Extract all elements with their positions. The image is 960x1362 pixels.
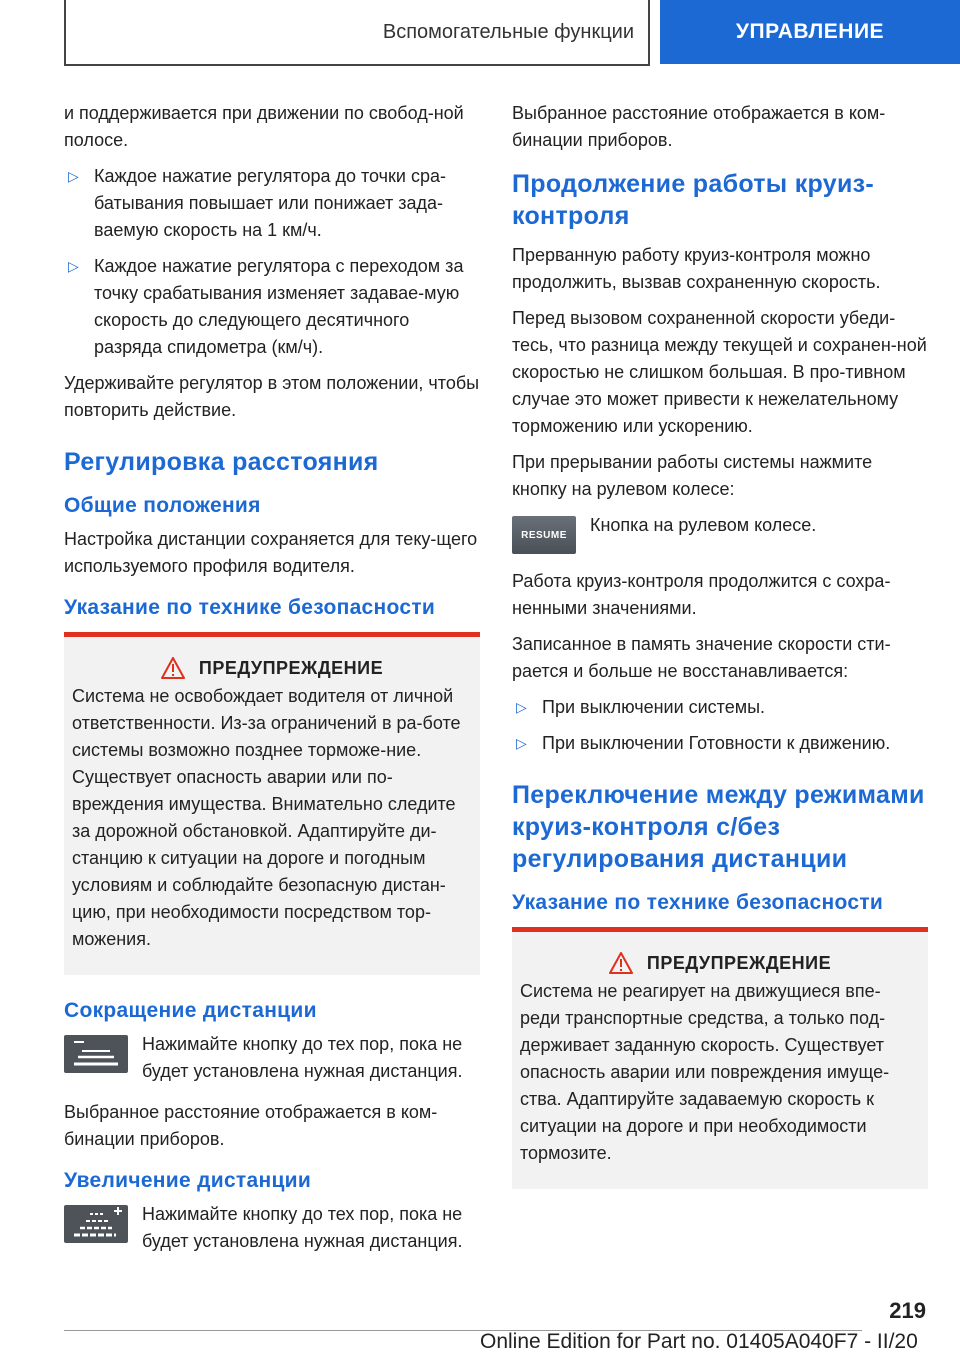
paragraph: Работа круиз-контроля продолжится с сохра-ненными значениями.: [512, 571, 891, 618]
paragraph: Выбранное расстояние отображается в ком-бинации приборов.: [512, 103, 886, 150]
footer-edition-text: Online Edition for Part no. 01405A040F7 - II/20: [480, 1330, 918, 1353]
distance-plus-button-icon: [64, 1205, 128, 1243]
warning-title-text: ПРЕДУПРЕЖДЕНИЕ: [198, 657, 384, 678]
paragraph: Настройка дистанции сохраняется для теку-щего используемого профиля водителя.: [64, 529, 478, 576]
bullet-triangle-icon: ▷: [68, 168, 79, 184]
warning-title: [520, 952, 920, 974]
bullet-triangle-icon: ▷: [516, 699, 527, 715]
list-item: [512, 694, 928, 721]
warning-title: [72, 657, 472, 679]
increase-distance-text: Нажимайте кнопку до тех пор, пока не будет установлена нужная дистанция.: [142, 1204, 463, 1251]
paragraph: Удерживайте регулятор в этом положении, чтобы повторить действие.: [64, 373, 480, 420]
header-section-title: Вспомогательные функции: [382, 20, 634, 43]
header-rule-right: [648, 0, 650, 66]
warning-triangle-icon: [609, 952, 633, 974]
list-item-text: Каждое нажатие регулятора до точки сра-батывания повышает или понижает зада-ваемую скорость на 1 км/ч.: [94, 166, 446, 240]
reduce-distance-text: Нажимайте кнопку до тех пор, пока не будет установлена нужная дистанция.: [142, 1034, 463, 1081]
paragraph: Перед вызовом сохраненной скорости убеди-тесь, что разница между текущей и сохранен-ной скоростью не слишком большая. В про-тивном случае это может привести к нежелательному торможению или ускорению.: [512, 308, 927, 436]
list-item: [64, 253, 480, 361]
page-number: 219: [889, 1298, 926, 1323]
reduce-distance-row: [64, 1031, 480, 1085]
heading-distance-control: Регулировка расстояния: [64, 448, 379, 476]
increase-distance-row: [64, 1201, 480, 1255]
warning-title-text: ПРЕДУПРЕЖДЕНИЕ: [646, 952, 832, 973]
list-item-text: При выключении Готовности к движению.: [542, 733, 891, 753]
list-item-text: Каждое нажатие регулятора с переходом за точку срабатывания изменяет задавае-мую скорость до следующего десятичного разряда спидометра (км/ч).: [94, 256, 464, 357]
distance-minus-button-icon: [64, 1035, 128, 1073]
paragraph: Прерванную работу круиз-контроля можно продолжить, вызвав сохраненную скорость.: [512, 245, 881, 292]
list-item-text: При выключении системы.: [542, 697, 766, 717]
footer-edition: [480, 1330, 918, 1354]
paragraph: При прерывании работы системы нажмите кнопку на рулевом колесе:: [512, 452, 873, 499]
heading-safety-note: Указание по технике безопасности: [512, 891, 884, 914]
list-item: [64, 163, 480, 244]
warning-text: Система не реагирует на движущиеся впе-реди транспортные средства, а только под-держивает заданную скорость. Существует опасность аварии или повреждения имуще-ства. Адаптируйте задаваемую скорость к ситуации на дороге и при необходимости тормозите.: [520, 981, 890, 1163]
resume-button-row: [512, 512, 928, 554]
right-column: [512, 100, 928, 1211]
header-chapter-tab[interactable]: УПРАВЛЕНИЕ: [660, 0, 960, 64]
heading-increase-distance: Увеличение дистанции: [64, 1169, 312, 1192]
resume-button-text: Кнопка на рулевом колесе.: [590, 515, 817, 535]
list-item: [512, 730, 928, 757]
heading-reduce-distance: Сокращение дистанции: [64, 999, 317, 1022]
heading-general: Общие положения: [64, 494, 261, 517]
warning-box: [64, 632, 480, 975]
warning-text: Система не освобождает водителя от личной ответственности. Из-за ограничений в ра-боте системы возможно позднее торможе-ние. Существует опасность аварии или по-вреждения имущества. Внимательно следите за дорожной обстановкой. Адаптируйте ди-станцию к ситуации на дороге и погодным условиям и соблюдайте безопасную дистан-цию, при необходимости посредством тор-можения.: [72, 686, 461, 949]
paragraph: Записанное в память значение скорости сти-рается и больше не восстанавливается:: [512, 634, 891, 681]
warning-triangle-icon: [161, 657, 185, 679]
bullet-triangle-icon: ▷: [516, 735, 527, 751]
bullet-triangle-icon: ▷: [68, 258, 79, 274]
heading-safety-note: Указание по технике безопасности: [64, 596, 436, 619]
heading-switch-modes: Переключение между режимами круиз-контроля с/без регулирования дистанции: [512, 781, 925, 873]
header-rule-bottom: [64, 64, 650, 66]
heading-resume-cruise: Продолжение работы круиз-контроля: [512, 170, 874, 230]
paragraph: и поддерживается при движении по свобод-ной полосе.: [64, 103, 464, 150]
warning-box: [512, 927, 928, 1189]
resume-button-icon: RESUME: [512, 516, 576, 554]
left-column: [64, 100, 480, 1269]
paragraph: Выбранное расстояние отображается в ком-бинации приборов.: [64, 1102, 438, 1149]
